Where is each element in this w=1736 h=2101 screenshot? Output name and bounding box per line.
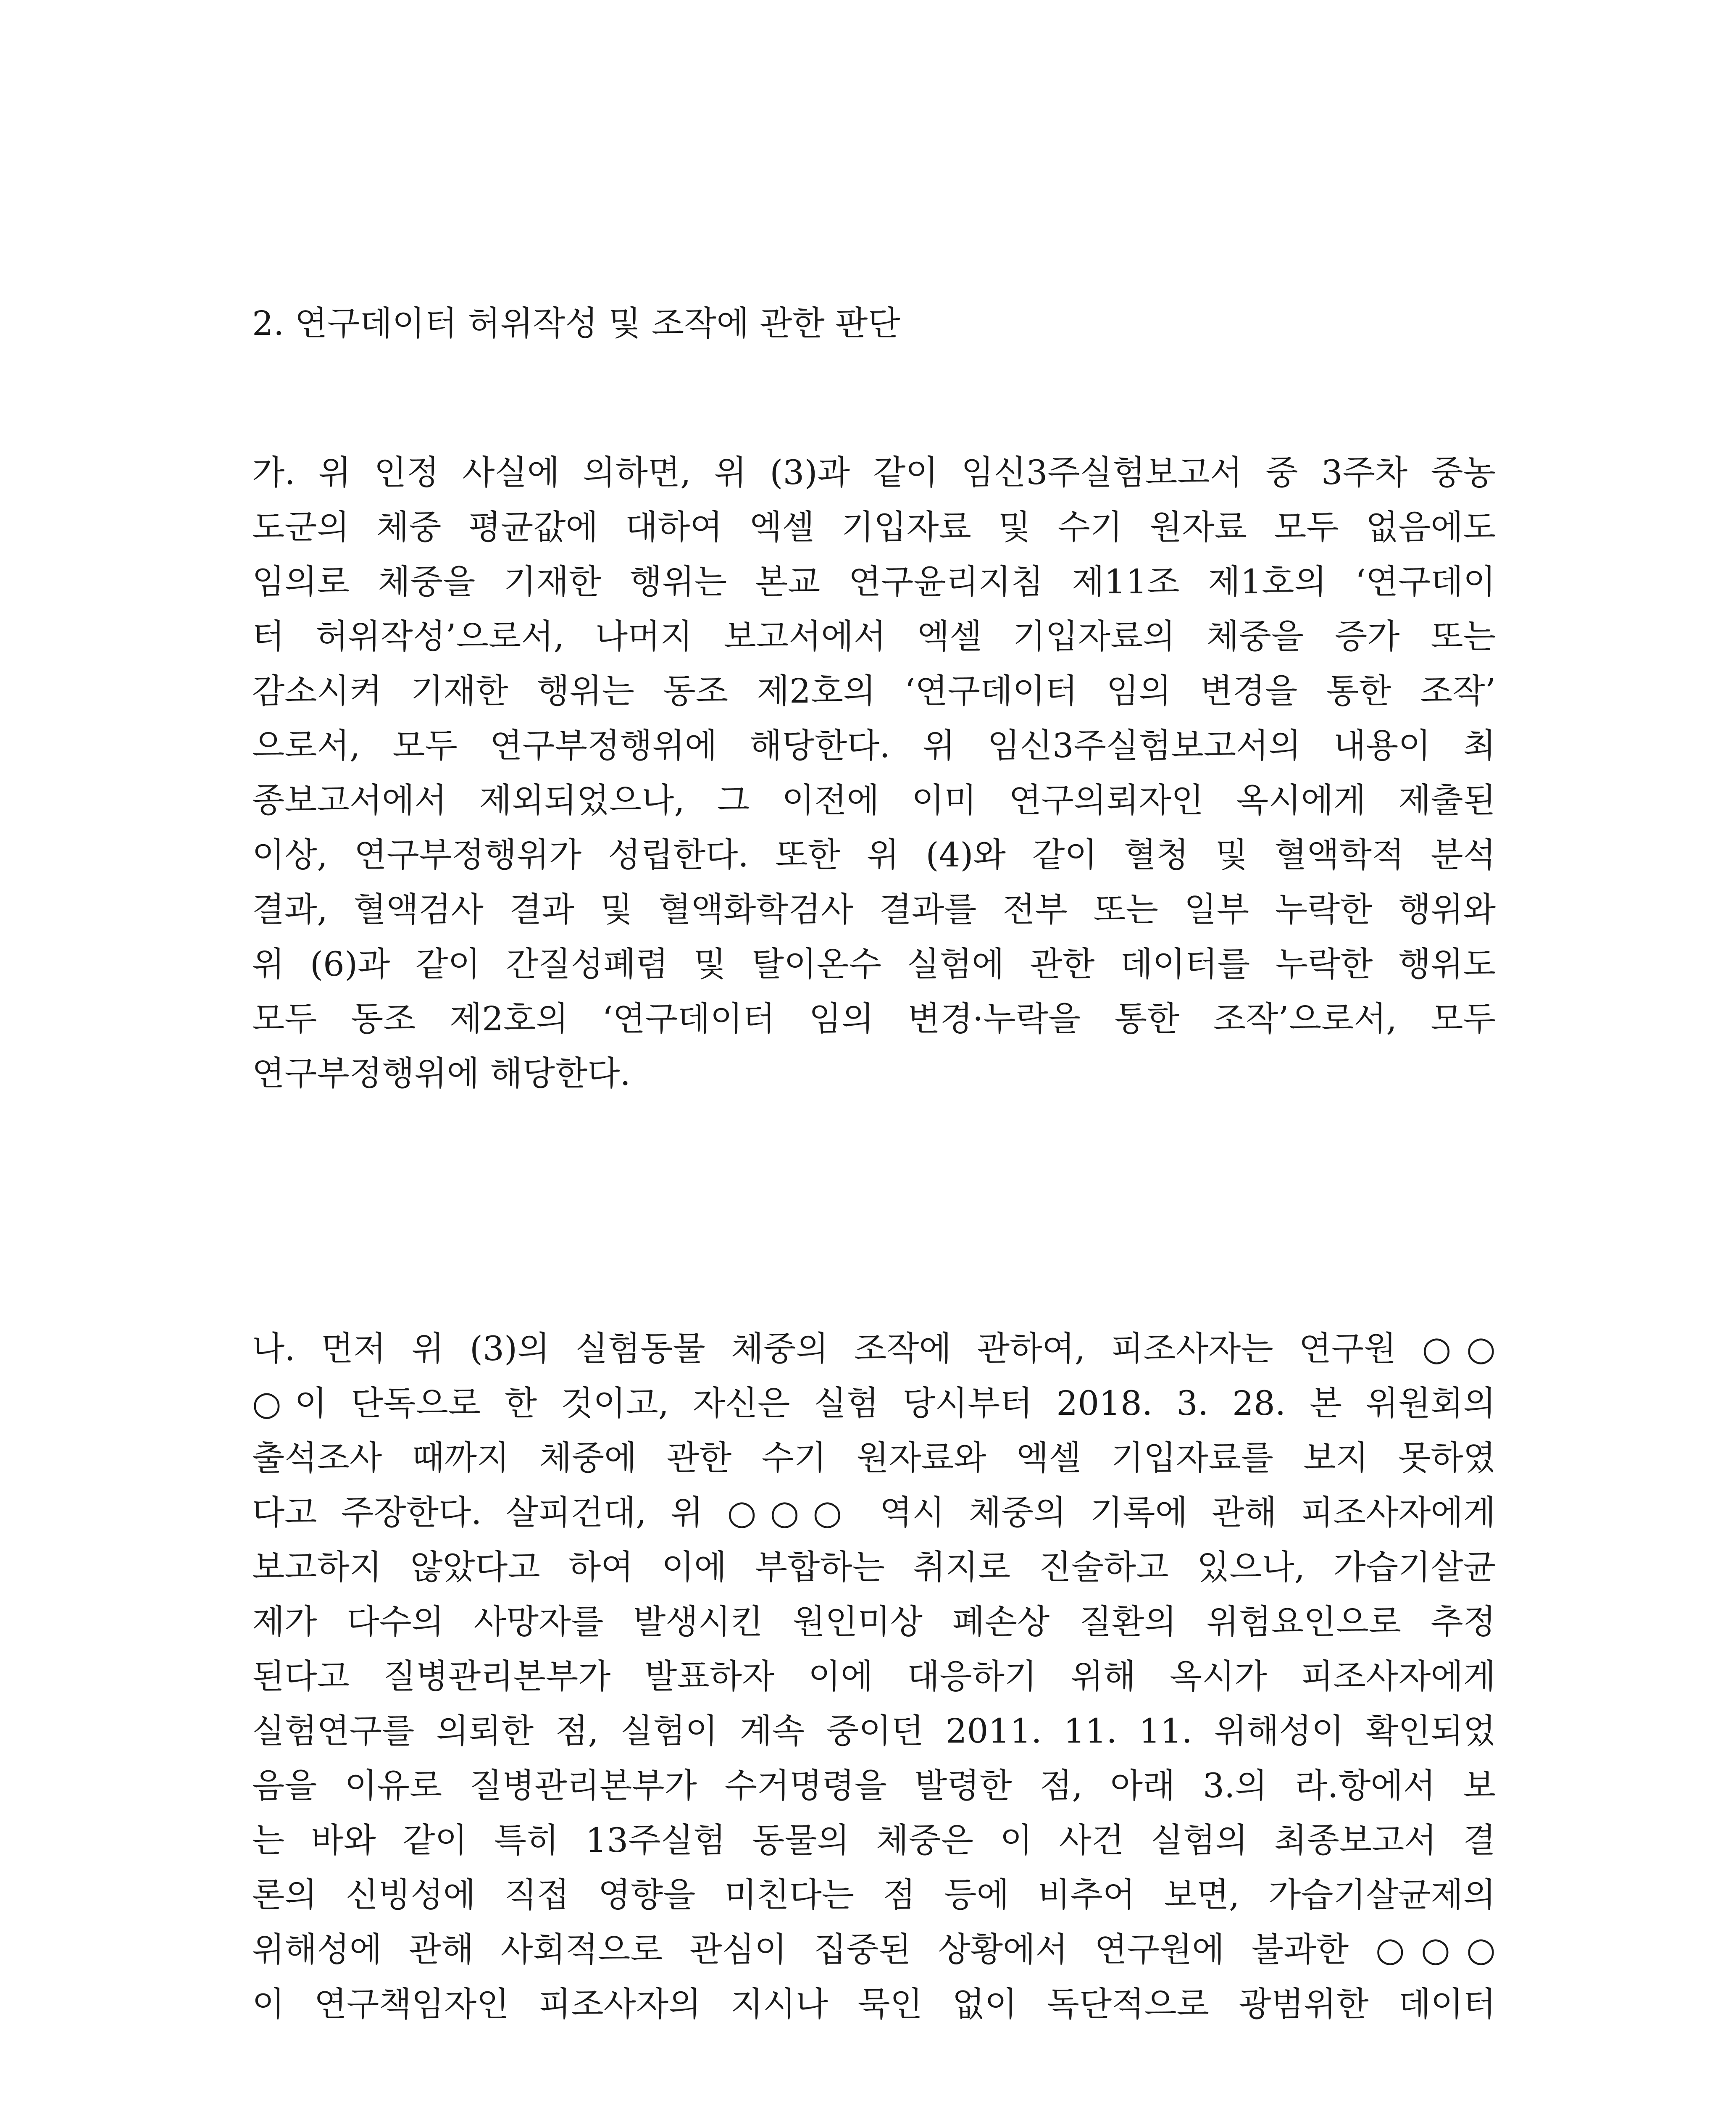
paragraph-line: ○이 단독으로 한 것이고, 자신은 실험 당시부터 2018. 3. 28. 본 위원회의 <box>252 1384 1496 1423</box>
paragraph-line: 된다고 질병관리본부가 발표하자 이에 대응하기 위해 옥시가 피조사자에게 <box>252 1657 1496 1696</box>
paragraph-line: 위해성에 관해 사회적으로 관심이 집중된 상황에서 연구원에 불과한 ○○○ <box>252 1930 1496 1969</box>
paragraph-line: 보고하지 않았다고 하여 이에 부합하는 취지로 진술하고 있으나, 가습기살균 <box>252 1548 1496 1587</box>
paragraph-line: 실험연구를 의뢰한 점, 실험이 계속 중이던 2011. 11. 11. 위해성이 확인되었 <box>252 1711 1496 1751</box>
paragraph-line: 가. 위 인정 사실에 의하면, 위 (3)과 같이 임신3주실험보고서 중 3주차 중농 <box>252 453 1496 492</box>
paragraph-line: 이 연구책임자인 피조사자의 지시나 묵인 없이 독단적으로 광범위한 데이터 <box>252 1985 1496 2024</box>
paragraph-ga <box>252 445 1496 1101</box>
paragraph-line: 으로서, 모두 연구부정행위에 해당한다. 위 임신3주실험보고서의 내용이 최 <box>252 726 1496 765</box>
paragraph-line: 연구부정행위에 해당한다. <box>252 1054 631 1093</box>
paragraph-line: 출석조사 때까지 체중에 관한 수기 원자료와 엑셀 기입자료를 보지 못하였 <box>252 1438 1496 1477</box>
paragraph-line: 결과, 혈액검사 결과 및 혈액화학검사 결과를 전부 또는 일부 누락한 행위와 <box>252 890 1496 929</box>
paragraph-line: 다고 주장한다. 살피건대, 위 ○○○ 역시 체중의 기록에 관해 피조사자에게 <box>252 1493 1496 1532</box>
paragraph-line: 론의 신빙성에 직접 영향을 미친다는 점 등에 비추어 보면, 가습기살균제의 <box>252 1875 1496 1914</box>
paragraph-line: 모두 동조 제2호의 ‘연구데이터 임의 변경·누락을 통한 조작’으로서, 모두 <box>252 999 1496 1038</box>
paragraph-na <box>252 1322 1496 2032</box>
paragraph-line: 종보고서에서 제외되었으나, 그 이전에 이미 연구의뢰자인 옥시에게 제출된 <box>252 781 1496 820</box>
paragraph-line: 감소시켜 기재한 행위는 동조 제2호의 ‘연구데이터 임의 변경을 통한 조작’ <box>252 671 1496 711</box>
paragraph-line: 제가 다수의 사망자를 발생시킨 원인미상 폐손상 질환의 위험요인으로 추정 <box>252 1602 1496 1641</box>
paragraph-line: 음을 이유로 질병관리본부가 수거명령을 발령한 점, 아래 3.의 라.항에서 보 <box>252 1766 1496 1805</box>
paragraph-line: 임의로 체중을 기재한 행위는 본교 연구윤리지침 제11조 제1호의 ‘연구데이 <box>252 562 1496 601</box>
paragraph-line: 는 바와 같이 특히 13주실험 동물의 체중은 이 사건 실험의 최종보고서 결 <box>252 1821 1496 1860</box>
paragraph-line: 이상, 연구부정행위가 성립한다. 또한 위 (4)와 같이 혈청 및 혈액학적 분석 <box>252 835 1496 874</box>
paragraph-line: 도군의 체중 평균값에 대하여 엑셀 기입자료 및 수기 원자료 모두 없음에도 <box>252 508 1496 547</box>
section-heading: 2. 연구데이터 허위작성 및 조작에 관한 판단 <box>252 304 900 343</box>
paragraph-line: 터 허위작성’으로서, 나머지 보고서에서 엑셀 기입자료의 체중을 증가 또는 <box>252 617 1496 656</box>
paragraph-line: 위 (6)과 같이 간질성폐렴 및 탈이온수 실험에 관한 데이터를 누락한 행위도 <box>252 945 1496 984</box>
paragraph-line: 나. 먼저 위 (3)의 실험동물 체중의 조작에 관하여, 피조사자는 연구원 ○○ <box>252 1329 1496 1368</box>
